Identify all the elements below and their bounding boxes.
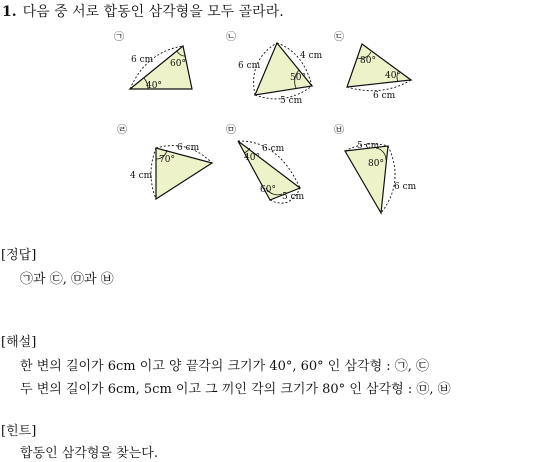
figure-1-marker: ㉠ <box>114 32 124 43</box>
figure-2-marker: ㉡ <box>226 32 236 43</box>
hint-heading: [힌트] <box>1 424 37 439</box>
figure-1-side: 6 cm <box>131 55 154 65</box>
figure-3-angle-b: 40° <box>385 71 401 81</box>
figure-3-marker: ㉢ <box>334 32 344 43</box>
figure-6-triangle <box>345 146 388 213</box>
question-text: 다음 중 서로 합동인 삼각형을 모두 골라라. <box>22 4 284 20</box>
figure-1-angle-a: 60° <box>170 59 186 69</box>
question-number: 1. <box>2 4 17 20</box>
figure-4-angle: 70° <box>159 155 175 165</box>
figure-3-angle-a: 80° <box>360 56 376 66</box>
figure-1-angle-b: 40° <box>146 81 162 91</box>
figure-6-side-b: 6 cm <box>394 182 417 192</box>
figure-3-triangle <box>347 44 411 87</box>
figure-6 <box>334 124 417 213</box>
figure-5-angle-b: 60° <box>260 185 276 195</box>
explanation-line-2: 두 변의 길이가 6cm, 5cm 이고 그 끼인 각의 크기가 80° 인 삼각형 : ㉤, ㉥ <box>20 382 451 397</box>
figure-1 <box>114 31 192 91</box>
hint-text: 합동인 삼각형을 찾는다. <box>20 446 158 461</box>
answer-heading: [정답] <box>1 248 37 263</box>
figure-6-side-a: 5 cm <box>357 141 380 151</box>
explanation-line-1: 한 변의 길이가 6cm 이고 양 끝각의 크기가 40°, 60° 인 삼각형 : ㉠, ㉢ <box>20 359 430 374</box>
figure-2 <box>226 31 323 106</box>
figure-5-marker: ㉤ <box>226 125 236 136</box>
figure-6-angle: 80° <box>368 159 384 169</box>
figure-2-side-b: 4 cm <box>300 51 323 61</box>
figure-4-marker: ㉣ <box>117 125 127 136</box>
figure-3-side: 6 cm <box>373 91 396 101</box>
figure-5-side-a: 6 cm <box>262 144 285 154</box>
figure-5 <box>226 124 305 203</box>
figure-2-side-c: 5 cm <box>280 96 303 106</box>
figure-4-side-a: 6 cm <box>177 143 200 153</box>
explanation-heading: [해설] <box>1 335 37 350</box>
figure-5-side-b: 5 cm <box>282 192 305 202</box>
triangle-figures <box>0 0 533 230</box>
figure-4-side-b: 4 cm <box>130 171 153 181</box>
figure-6-marker: ㉥ <box>334 125 344 136</box>
answer-text: ㉠과 ㉢, ㉤과 ㉥ <box>20 272 114 287</box>
figure-4 <box>117 124 212 199</box>
figure-3 <box>334 31 411 101</box>
figure-5-angle: 40° <box>244 153 260 163</box>
figure-2-angle: 50° <box>290 73 306 83</box>
figure-2-side-a: 6 cm <box>238 61 261 71</box>
